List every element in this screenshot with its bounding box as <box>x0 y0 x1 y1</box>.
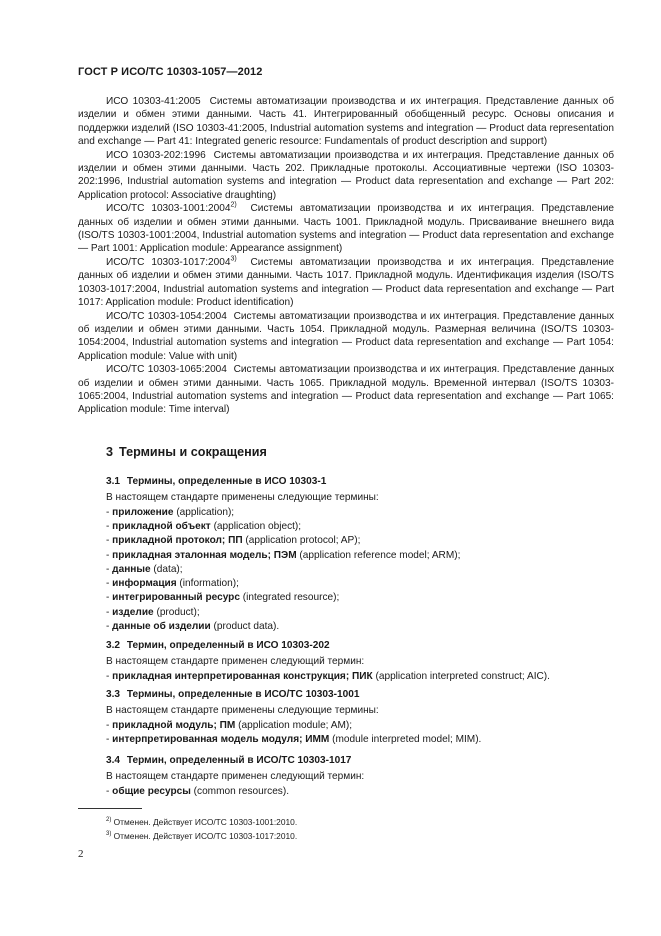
term-item: - данные (data); <box>106 563 183 575</box>
term-item: - прикладной протокол; ПП (application protocol; AP); <box>106 535 361 547</box>
reference-code: ИСО/ТС 10303-1001:2004 <box>106 203 231 215</box>
footnote-divider <box>78 808 142 809</box>
term-item: - данные об изделии (product data). <box>106 621 280 633</box>
reference-code: ИСО 10303-202:1996 <box>106 149 206 161</box>
reference-text: Системы автоматизации производства и их интеграция. Представление данных об изделии и обмен этими данными. Часть 1001. Прикладной модуль. Присваивание внешнего вида (ISO/TS 10303-1001:2004, Industrial automation systems and integration — Product data representation and exchange — Part 1001: Application module: Appearance assignment) <box>78 203 615 255</box>
subsection-heading: 3.3 Термины, определенные в ИСО/ТС 10303-1001 <box>106 689 360 700</box>
term-item: - изделие (product); <box>106 606 200 618</box>
subsection-heading: 3.4 Термин, определенный в ИСО/ТС 10303-1017 <box>106 755 352 766</box>
footnote-3: $^{3)}$ Отменен. Действует ИСО/ТС 10303-1017:2010. <box>106 831 298 841</box>
subsection-intro: В настоящем стандарте применены следующие термины: <box>106 492 379 504</box>
footnote-2: $^{2)}$ Отменен. Действует ИСО/ТС 10303-1001:2010. <box>106 816 298 827</box>
footnote-ref-2: 2) <box>230 201 237 209</box>
subsection-3-4 <box>106 754 616 799</box>
reference-code: ИСО/ТС 10303-1065:2004 <box>106 364 227 376</box>
term-item: - информация (information); <box>106 578 239 590</box>
term-item: - интерпретированная модель модуля; ИММ (module interpreted model; MIM). <box>106 734 482 745</box>
reference-code: ИСО/ТС 10303-1017:2004 <box>106 256 231 268</box>
subsection-heading: 3.2 Термин, определенный в ИСО 10303-202 <box>106 640 330 651</box>
reference-entry <box>78 149 614 203</box>
reference-entry <box>78 95 614 149</box>
reference-code: ИСО 10303-41:2005 <box>106 96 201 107</box>
section-number: 3 <box>106 445 114 459</box>
subsection-heading: 3.1 Термины, определенные в ИСО 10303-1 <box>106 476 327 487</box>
section-title: Термины и сокращения <box>119 445 267 459</box>
term-item: - прикладной объект (application object); <box>106 521 302 532</box>
page-number: 2 <box>78 848 84 860</box>
section-heading <box>106 445 267 459</box>
reference-entry <box>78 256 614 310</box>
reference-code: ИСО/ТС 10303-1054:2004 <box>106 310 227 322</box>
term-item: - приложение (application); <box>106 506 235 518</box>
reference-entry <box>78 363 614 417</box>
term-item: - прикладная интерпретированная конструкция; ПИК (application interpreted construct; AIC). <box>106 670 550 682</box>
reference-entry <box>78 202 614 256</box>
reference-entry <box>78 310 614 364</box>
subsection-3-1 <box>106 475 616 634</box>
term-item: - прикладная эталонная модель; ПЭМ (application reference model; ARM); <box>106 549 461 561</box>
subsection-intro: В настоящем стандарте применены следующие термины: <box>106 705 379 717</box>
document-header: ГОСТ Р ИСО/ТС 10303-1057—2012 <box>78 66 263 78</box>
reference-text: Системы автоматизации производства и их интеграция. Представление данных об изделии и обмен этими данными. Часть 1017. Прикладной модуль. Идентификация изделия (ISO/TS 10303-1017:2004, Industrial automation systems and integration — Product data representation and exchange — Part 1017: Application module: Product identification) <box>78 256 615 309</box>
footnotes <box>106 814 297 842</box>
term-item: - общие ресурсы (common resources). <box>106 785 290 797</box>
normative-references <box>78 95 614 417</box>
subsection-3-3 <box>106 688 616 747</box>
term-item: - интегрированный ресурс (integrated resource); <box>106 592 340 604</box>
reference-text: Системы автоматизации производства и их интеграция. Представление данных об изделии и обмен этими данными. Часть 41. Интегрированный обобщенный ресурс. Основы описания и поддержки изделий (ISO 10303-41:2005, Industrial automation systems and integration — Product data representation and exchange — Part 41: Integrated generic resource: Fundamentals of product description and support) <box>78 96 615 148</box>
reference-text: Системы автоматизации производства и их интеграция. Представление данных об изделии и обмен этими данными. Часть 1065. Прикладной модуль. Временной интервал (ISO/TS 10303-1065:2004, Industrial automation systems and integration — Product data representation and exchange — Part 1065: Application module: Time interval) <box>78 364 614 416</box>
subsection-intro: В настоящем стандарте применен следующий термин: <box>106 771 365 783</box>
reference-text: Системы автоматизации производства и их интеграция. Представление данных об изделии и обмен этими данными. Часть 1054. Прикладной модуль. Размерная величина (ISO/TS 10303-1054:2004, Industrial automation systems and integration — Product data representation and exchange — Part 1054: Application module: Value with unit) <box>78 310 614 362</box>
term-item: - прикладной модуль; ПМ (application module; AM); <box>106 719 353 731</box>
subsection-3-2 <box>106 639 616 684</box>
footnote-ref-3: 3) <box>230 255 237 263</box>
subsection-intro: В настоящем стандарте применен следующий термин: <box>106 656 365 668</box>
reference-text: Системы автоматизации производства и их интеграция. Представление данных об изделии и обмен этими данными. Часть 202. Прикладные протоколы. Ассоциативные чертежи (ISO 10303-202:1996, Industrial automation systems and integration — Product data representation and exchange — Part 202: Application protocol: Associative draughting) <box>78 149 614 201</box>
